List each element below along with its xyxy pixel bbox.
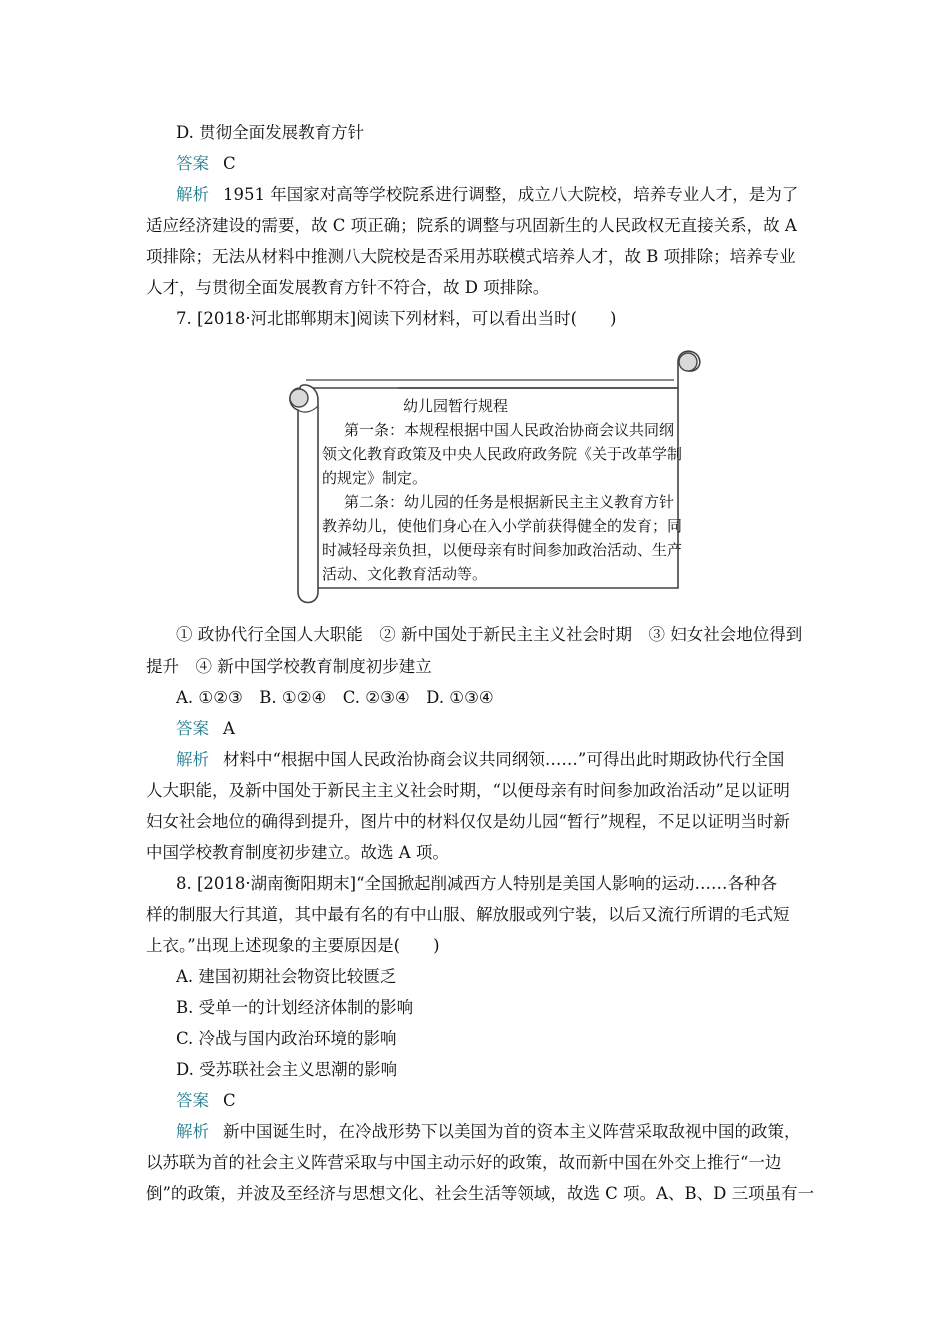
q7-analysis-line: 妇女社会地位的确得到提升，图片中的材料仅仅是幼儿园“暂行”规程，不足以证明当时新 — [146, 812, 790, 831]
q7-answer — [176, 718, 235, 740]
answer-label: 答案 — [176, 1091, 209, 1110]
scroll-line: 领文化教育政策及中央人民政府政务院《关于改革学制 — [322, 445, 683, 463]
q7-stem: 7. [2018·河北邯郸期末]阅读下列材料，可以看出当时( ) — [176, 309, 617, 328]
scroll-line: 的规定》制定。 — [322, 469, 428, 487]
q8-stem: 上衣。”出现上述现象的主要原因是( ) — [146, 936, 440, 955]
analysis-text: 1951 年国家对高等学校院系进行调整，成立八大院校，培养专业人才，是为了 — [223, 185, 799, 204]
q7-statements: ① 政协代行全国人大职能 ② 新中国处于新民主主义社会时期 ③ 妇女社会地位得到 — [176, 625, 803, 644]
scroll-line: 时减轻母亲负担，以便母亲有时间参加政治活动、生产 — [322, 541, 683, 559]
scroll-line: 第二条：幼儿园的任务是根据新民主主义教育方针 — [344, 493, 675, 511]
answer-label: 答案 — [176, 719, 209, 738]
q6-analysis-line — [176, 184, 798, 206]
analysis-label: 解析 — [176, 1122, 209, 1141]
q6-option-d: D. 贯彻全面发展教育方针 — [176, 123, 365, 142]
answer-label: 答案 — [176, 154, 209, 173]
answer-value: C — [223, 1091, 236, 1110]
q7-statements: 提升 ④ 新中国学校教育制度初步建立 — [146, 657, 432, 676]
scroll-line: 活动、文化教育活动等。 — [322, 565, 488, 583]
analysis-text: 材料中“根据中国人民政治协商会议共同纲领……”可得出此时期政协代行全国 — [223, 750, 785, 769]
q7-analysis-line — [176, 749, 784, 771]
q8-stem: 样的制服大行其道，其中最有名的有中山服、解放服或列宁装，以后又流行所谓的毛式短 — [146, 905, 790, 924]
q6-analysis-line: 适应经济建设的需要，故 C 项正确；院系的调整与巩固新生的人民政权无直接关系，故 A — [146, 216, 797, 235]
q8-analysis-line — [176, 1121, 801, 1143]
q8-option: C. 冷战与国内政治环境的影响 — [176, 1029, 397, 1048]
answer-value: A — [223, 719, 236, 738]
q8-analysis-line: 以苏联为首的社会主义阵营采取与中国主动示好的政策，故而新中国在外交上推行“一边 — [146, 1153, 782, 1172]
q6-answer — [176, 153, 236, 175]
q6-analysis-line: 人才，与贯彻全面发展教育方针不符合，故 D 项排除。 — [146, 278, 550, 297]
analysis-label: 解析 — [176, 750, 209, 769]
scroll-line: 教养幼儿，使他们身心在入小学前获得健全的发育；同 — [322, 517, 683, 535]
q6-analysis-line: 项排除；无法从材料中推测八大院校是否采用苏联模式培养人才，故 B 项排除；培养专业 — [146, 247, 796, 266]
scroll-line: 第一条：本规程根据中国人民政治协商会议共同纲 — [344, 421, 675, 439]
answer-value: C — [223, 154, 236, 173]
q8-option: D. 受苏联社会主义思潮的影响 — [176, 1060, 398, 1079]
q7-options: A. ①②③ B. ①②④ C. ②③④ D. ①③④ — [176, 688, 494, 707]
analysis-label: 解析 — [176, 185, 209, 204]
q8-answer — [176, 1090, 236, 1112]
scroll-title: 幼儿园暂行规程 — [403, 397, 509, 415]
q8-analysis-line: 倒”的政策，并波及至经济与思想文化、社会生活等领域，故选 C 项。A、B、D 三项虽有一 — [146, 1184, 815, 1203]
q7-analysis-line: 人大职能，及新中国处于新民主主义社会时期，“以便母亲有时间参加政治活动”足以证明 — [146, 781, 790, 800]
q8-stem: 8. [2018·湖南衡阳期末]“全国掀起削减西方人特别是美国人影响的运动……各种各 — [176, 874, 778, 893]
q8-option: B. 受单一的计划经济体制的影响 — [176, 998, 414, 1017]
q7-analysis-line: 中国学校教育制度初步建立。故选 A 项。 — [146, 843, 449, 862]
q8-option: A. 建国初期社会物资比较匮乏 — [176, 967, 397, 986]
analysis-text: 新中国诞生时，在冷战形势下以美国为首的资本主义阵营采取敌视中国的政策， — [223, 1122, 801, 1141]
scroll-figure — [278, 340, 710, 612]
